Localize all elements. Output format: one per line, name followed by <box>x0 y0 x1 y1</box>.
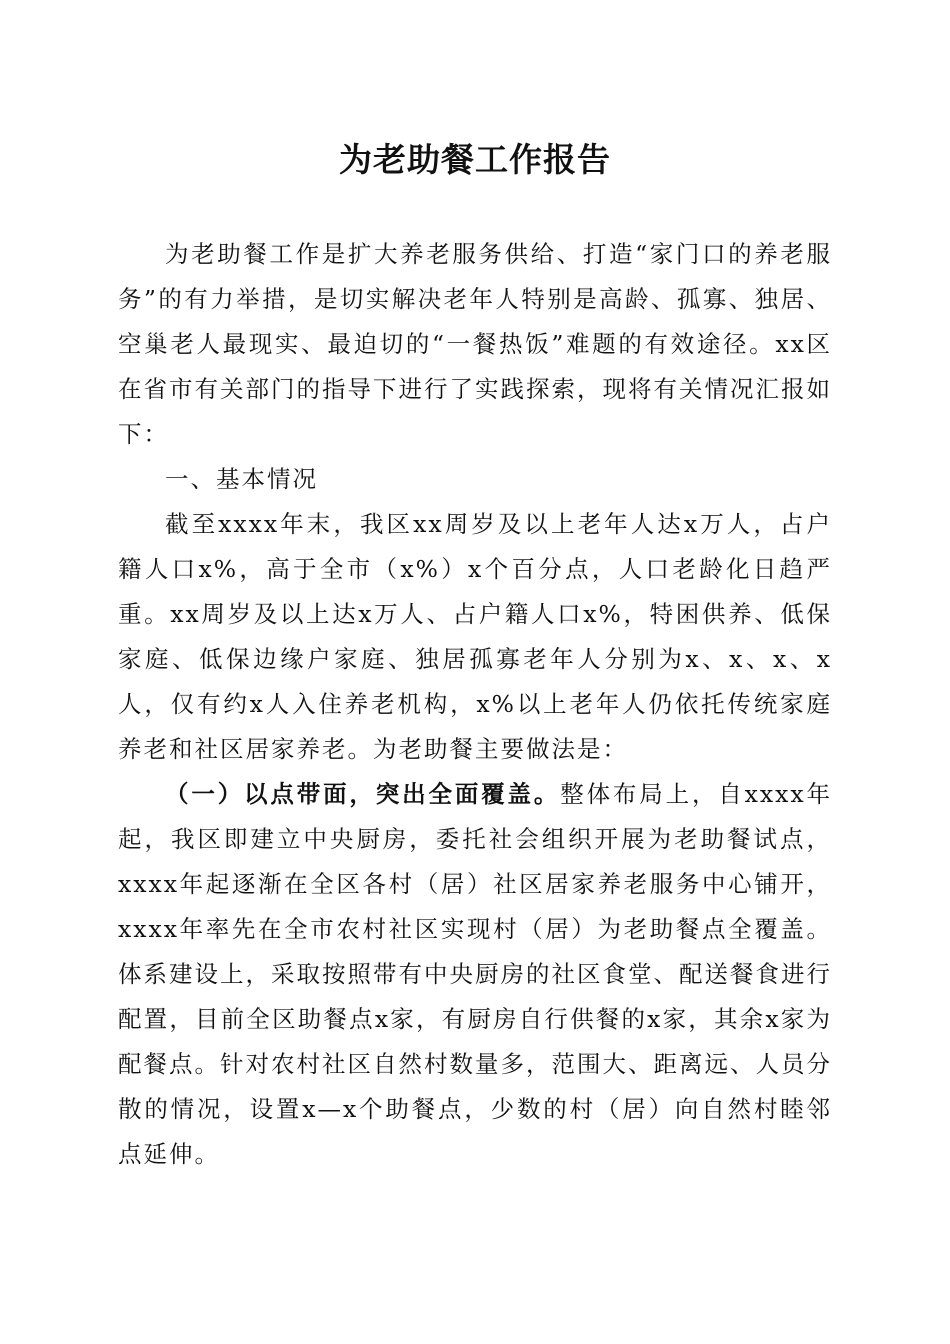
subsection-coverage-text: 整体布局上，自xxxx年起，我区即建立中央厨房，委托社会组织开展为老助餐试点，xxxx年起逐渐在全区各村（居）社区居家养老服务中心铺开，xxxx年率先在全市农村社区实现村（居）为老助餐点全覆盖。体系建设上，采取按照带有中央厨房的社区食堂、配送餐食进行配置，目前全区助餐点x家，有厨房自行供餐的x家，其余x家为配餐点。针对农村社区自然村数量多，范围大、距离远、人员分散的情况，设置x—x个助餐点，少数的村（居）向自然村睦邻点延伸。 <box>118 780 833 1168</box>
subsection-coverage-lead: （一）以点带面，突出全面覆盖。 <box>165 780 561 808</box>
document-title: 为老助餐工作报告 <box>339 140 611 179</box>
basic-situation-paragraph: 截至xxxx年末，我区xx周岁及以上老年人达x万人，占户籍人口x%，高于全市（x%）x个百分点，人口老龄化日趋严重。xx周岁及以上达x万人、占户籍人口x%，特困供养、低保家庭、低保边缘户家庭、独居孤寡老年人分别为x、x、x、x人，仅有约x人入住养老机构，x%以上老年人仍依托传统家庭养老和社区居家养老。为老助餐主要做法是： <box>118 510 832 763</box>
section-heading-basic-situation: 一、基本情况 <box>165 465 318 493</box>
document-body <box>118 232 832 1177</box>
subsection-coverage-paragraph <box>118 772 832 1177</box>
intro-paragraph: 为老助餐工作是扩大养老服务供给、打造“家门口的养老服务”的有力举措，是切实解决老年人特别是高龄、孤寡、独居、空巢老人最现实、最迫切的“一餐热饭”难题的有效途径。xx区在省市有关部门的指导下进行了实践探索，现将有关情况汇报如下： <box>118 240 832 448</box>
